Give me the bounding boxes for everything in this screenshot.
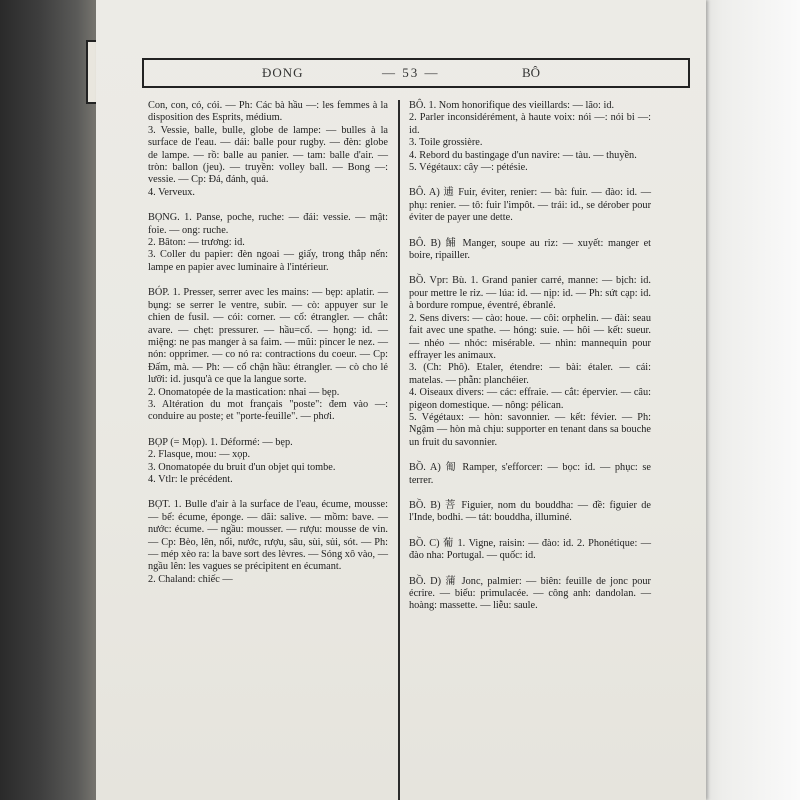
entry-sense-paragraph: 3. Onomatopée du bruit d'un objet qui tombe. [148,461,336,473]
entry-spacer [148,424,388,437]
entry-sense-paragraph: 3. Vessie, balle, bulle, globe de lampe: — bulles à la surface de l'eau. — dái: balle pour rugby. — đèn: globe de lampe. — rồ: balle au panier. — tam: balle d'air. — tròn: ballon (jeu). — truyền: volley ball. — Bong —: vessie. — Cp: Đá, đánh, quả. [148,124,388,186]
entry-sense-paragraph: 3. Coller du papier: đèn ngoai — giấy, trong thắp nến: lampe en papier avec luminaire à l'intérieur. [148,249,388,273]
entry-sense-paragraph: 2. Onomatopée de la mastication: nhai — bẹp. [148,386,340,398]
entry-sense-paragraph: Con, con, có, cói. — Ph: Các bà hầu —: les femmes à la disposition des Esprits, médium. [148,100,388,124]
two-column-body [146,100,690,800]
header-right-guide-word: BÔ [522,65,541,80]
entry-spacer [409,174,651,187]
entry-headword-paragraph: BÔ. B) 餔 Manger, soupe au riz: — xuyết: manger et boire, ripailler. [409,237,651,262]
entry-sense-paragraph: 2. Parler inconsidérément, à haute voix: nói —: nói bi —: id. [409,112,651,136]
background-surface [690,0,800,800]
entry-headword-paragraph: BỒ. Vpr: Bù. 1. Grand panier carré, manne: — bịch: id. pour mettre le riz. — lúa: id. — nịp: id. — Ph: sứt cạp: id. à bordure rompue, éventré, ébranlé. [409,275,651,312]
entry-spacer [148,199,388,212]
entry-spacer [409,525,651,538]
entry-sense-paragraph: 2. Flasque, mou: — xọp. [148,449,251,461]
entry-headword-paragraph: BỌT. 1. Bulle d'air à la surface de l'eau, écume, mousse: — bể: écume, éponge. — dãi: salive. — mồm: bave. — nước: écume. — ngầu: mousser. — rượu: mousse de vin. — Cp: Bèo, lên, nổi, nước, rượu, sâu, sùi, sủi, sót. — Ph: — mép xèo ra: la bave sort des lèvres. — Sóng xô vào, — ngầu lên: les vagues se précipitent en écumant. [148,499,388,573]
entry-spacer [409,225,651,238]
entry-sense-paragraph: 4. Verveux. [148,186,195,198]
entry-sense-paragraph: 2. Bâton: — trương: id. [148,237,245,249]
left-column [148,100,388,586]
entry-sense-paragraph: 5. Végétaux: cây —: pétésie. [409,162,528,174]
entry-headword-paragraph: BỒ. C) 葡 1. Vigne, raisin: — đào: id. 2. Phonétique: — đào nha: Portugal. — quốc: id. [409,537,651,562]
dictionary-page [96,0,706,800]
entry-sense-paragraph: 3. (Ch: Phô). Etaler, étendre: — bài: étaler. — cái: matelas. — phẵn: planchéier. [409,362,651,386]
entry-sense-paragraph: 4. Rebord du bastingage d'un navire: — tàu. — thuyền. [409,149,637,161]
page-header [142,58,690,88]
entry-sense-paragraph: 4. Vtlr: le précédent. [148,473,233,485]
page-number: — 53 — [382,65,440,80]
entry-sense-paragraph: 3. Altération du mot français "poste": đem vào —: conduire au poste; et "porte-feuille". — phơi. [148,398,388,423]
entry-sense-paragraph: 4. Oiseaux divers: — các: effraie. — cắt: épervier. — câu: pigeon domestique. — nông: pélican. [409,387,651,411]
entry-headword-paragraph: BỌP (= Mọp). 1. Déformé: — bẹp. [148,436,293,448]
entry-spacer [409,449,651,462]
entry-headword-paragraph: BỒ. B) 菩 Figuier, nom du bouddha: — đề: figuier de l'Inde, bodhi. — tát: bouddha, illuminé. [409,499,651,524]
header-left-guide-word: ĐONG [262,65,304,80]
entry-headword-paragraph: BỌNG. 1. Panse, poche, ruche: — đái: vessie. — mật: foie. — ong: ruche. [148,212,388,236]
entry-headword-paragraph: BỒ. A) 匍 Ramper, s'efforcer: — bọc: id. — phục: se terrer. [409,462,651,486]
entry-headword-paragraph: BỒ. D) 蒲 Jonc, palmier: — biên: feuille de jonc pour écrire. — biểu: primulacée. — công anh: dandolan. — hoàng: massette. — liễu: saule. [409,575,651,612]
book-binding-edge [0,0,96,800]
entry-spacer [409,563,651,576]
entry-spacer [409,262,651,275]
entry-headword-paragraph: BÔ. A) 逋 Fuir, éviter, renier: — bà: fuir. — đào: id. — phụ: renier. — tô: fuir l'impôt. — trái: id., se dérober pour éviter de payer une dette. [409,187,651,224]
right-column [409,100,651,613]
entry-spacer [148,274,388,287]
entry-sense-paragraph: 3. Toile grossière. [409,137,483,149]
entry-spacer [148,486,388,499]
entry-headword-paragraph: BÓP. 1. Presser, serrer avec les mains: — bẹp: aplatir. — bụng: se serrer le ventre, subir. — cò: appuyer sur le chien de fusil. — cói: corner. — cổ: étrangler. — chắt: avare. — chẹt: pressurer. — hầu=cổ. — họng: id. — miệng: ne pas manger à sa faim. — mũi: pincer le nez. — nón: opprimer. — co nó ra: contractions du coeur. — Cp: Đấm, mà. — Ph: — cổ chận hầu: étrangler. — cò cho lẻ lưỡi: id. jusqu'à ce que la langue sorte. [148,287,388,386]
column-divider [398,100,400,800]
entry-spacer [409,487,651,500]
entry-sense-paragraph: 2. Sens divers: — cào: houe. — côi: orphelin. — đài: seau fait avec une spathe. — hóng: suie. — hôi — kết: sueur. — nhéo — nhóc: misérable. — nhìn: mannequin pour effrayer les animaux. [409,312,651,361]
entry-sense-paragraph: 2. Chaland: chiếc — [148,573,233,585]
entry-sense-paragraph: 5. Végétaux: — hòn: savonnier. — kết: févier. — Ph: Ngậm — hòn mà chịu: supporter en tenant dans sa bouche un fruit du savonnier. [409,411,651,448]
entry-headword-paragraph: BÔ. 1. Nom honorifique des vieillards: — lão: id. [409,100,615,111]
